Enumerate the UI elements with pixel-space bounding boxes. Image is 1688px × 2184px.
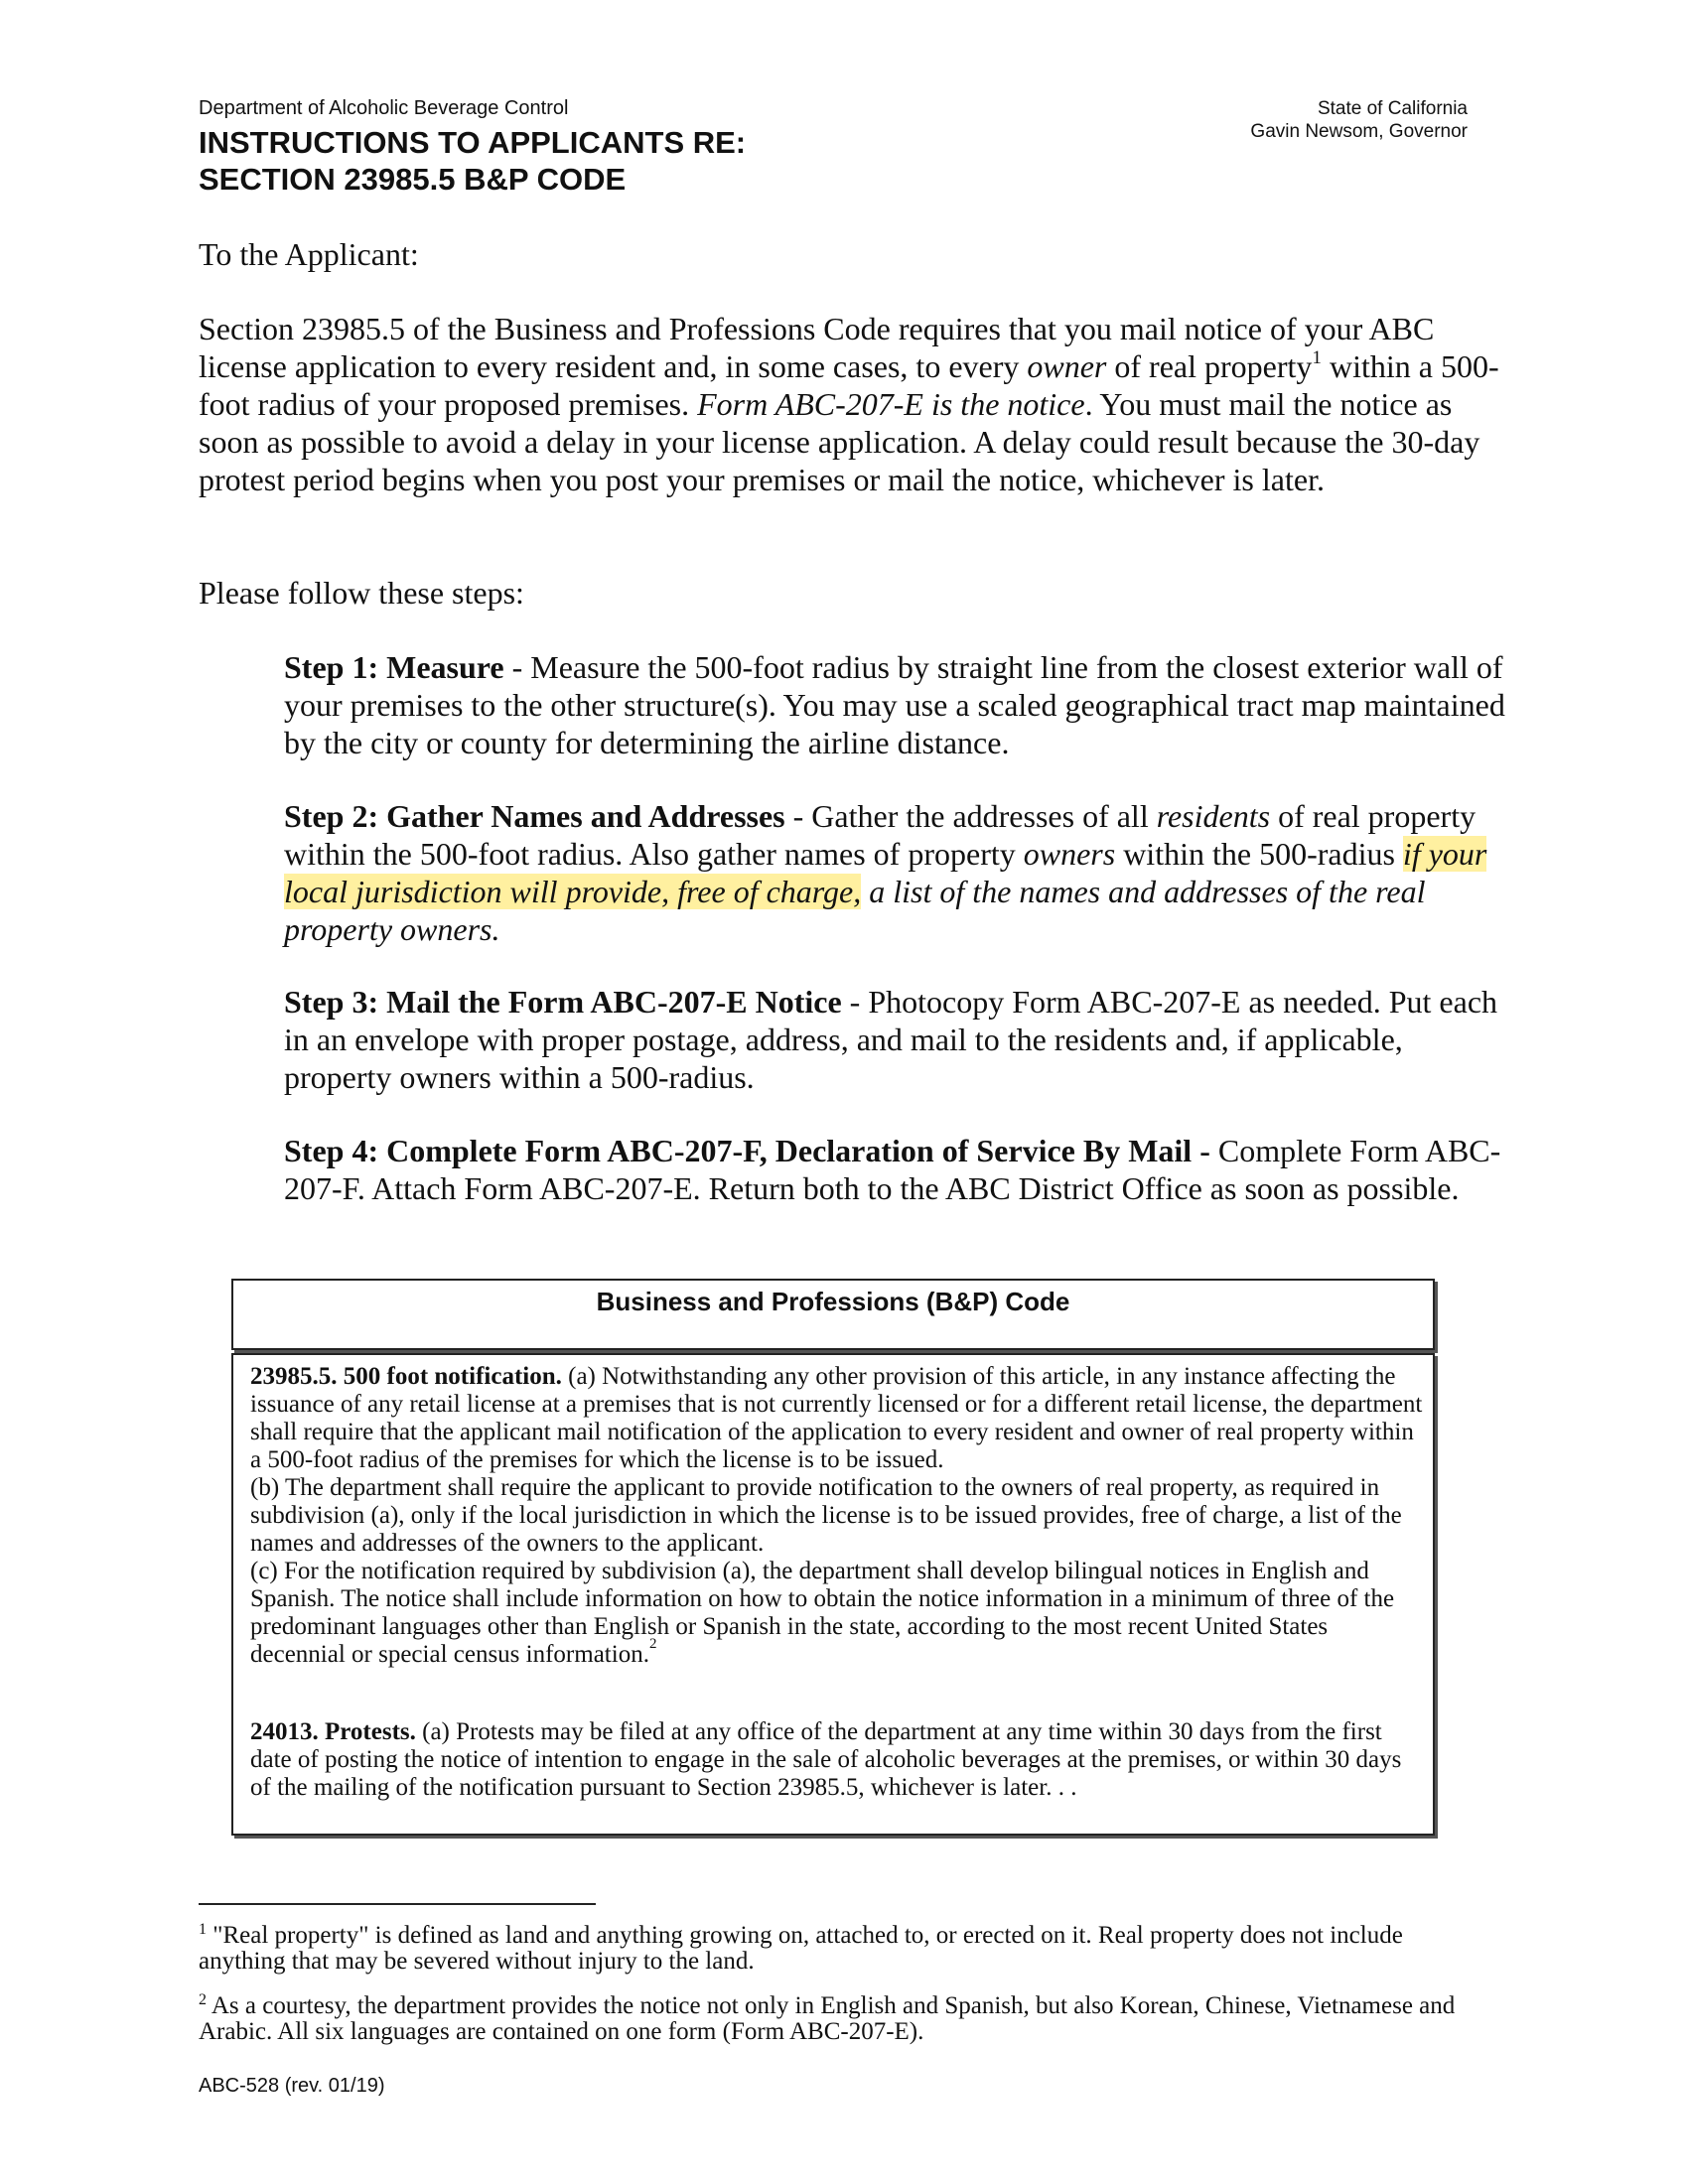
code-box-header xyxy=(231,1279,1435,1350)
step-3-text: - Photocopy Form ABC-207-E as needed. Put each in an envelope with proper postage, address, and mail to the residents and, if applicable, property owners within a 500-radius. xyxy=(284,984,1498,1095)
step-4-title: Step 4: Complete Form ABC-207-F, Declaration of Service By Mail - xyxy=(284,1133,1210,1168)
title-line-1: INSTRUCTIONS TO APPLICANTS RE: xyxy=(199,125,747,160)
state-name: State of California xyxy=(1317,98,1468,119)
step-3-title: Step 3: Mail the Form ABC-207-E Notice xyxy=(284,984,842,1020)
department-name: Department of Alcoholic Beverage Control xyxy=(199,97,569,119)
intro-paragraph xyxy=(199,310,1499,498)
step-3 xyxy=(284,983,1505,1096)
intro-form-emphasis: Form ABC-207-E is the notice xyxy=(697,386,1085,422)
intro-text: Section 23985.5 of the Business and Professions Code requires that you mail notice of your ABC license application to every resident and, in some cases, to every xyxy=(199,311,1435,384)
step-1 xyxy=(284,648,1505,761)
step-2-text: within the 500-radius xyxy=(1115,836,1403,872)
step-4-text: Complete Form ABC-207-F. Attach Form ABC-207-E. Return both to the ABC District Office as soon as possible. xyxy=(284,1133,1501,1206)
footnote-2-text: As a courtesy, the department provides the notice not only in English and Spanish, but also Korean, Chinese, Vietnamese and Arabic. All six languages are contained on one form (Form ABC-207-E). xyxy=(199,1992,1456,2045)
state-block xyxy=(1250,97,1468,143)
footnote-divider xyxy=(199,1903,596,1905)
step-1-text: - Measure the 500-foot radius by straight line from the closest exterior wall of your premises to the other structure(s). You may use a scaled geographical tract map maintained by the city or county for determining the airline distance. xyxy=(284,649,1505,760)
section-text: (c) For the notification required by subdivision (a), the department shall develop bilingual notices in English and Spanish. The notice shall include information on how to obtain the notice information in a minimum of three of the predominant languages other than English or Spanish in the state, according to the most recent United States decennial or special census information. xyxy=(250,1558,1395,1668)
section-text: (a) Notwithstanding any other provision of this article, in any instance affecting the issuance of any retail license at a premises that is not currently licensed or for a different retail license, the department shall require that the applicant mail notification of the application to every resident and owner of real property within a 500-foot radius of the premises for which the license is to be issued. xyxy=(250,1363,1423,1473)
greeting: To the Applicant: xyxy=(199,236,419,272)
step-2 xyxy=(284,797,1505,948)
footnote-1 xyxy=(199,1923,1470,1975)
code-box-heading: Business and Professions (B&P) Code xyxy=(596,1287,1070,1316)
form-id: ABC-528 (rev. 01/19) xyxy=(199,2075,385,2097)
section-text: (a) Protests may be filed at any office of the department at any time within 30 days from the first date of posting the notice of intention to engage in the sale of alcoholic beverages at the premises, or within 30 days of the mailing of the notification pursuant to Section 23985.5, whichever is later. . . xyxy=(250,1718,1402,1801)
footnote-1-text: "Real property" is defined as land and anything growing on, attached to, or erected on it. Real property does not include anything that may be severed without injury to the land. xyxy=(199,1922,1403,1975)
intro-text: of real property xyxy=(1106,348,1313,384)
footnote-1-number: 1 xyxy=(199,1921,207,1938)
title-line-2: SECTION 23985.5 B&P CODE xyxy=(199,162,627,197)
intro-text: within a 500-foot radius of your proposed premises. xyxy=(199,348,1499,422)
intro-text: . You must mail the notice as soon as possible to avoid a delay in your license application. A delay could result because the 30-day protest period begins when you post your premises or mail the notice, whichever is later. xyxy=(199,386,1480,497)
section-24013-title: 24013. Protests. xyxy=(250,1718,416,1745)
step-2-title: Step 2: Gather Names and Addresses xyxy=(284,798,785,834)
step-2-text: a list of the names and addresses of the real property owners. xyxy=(284,874,1426,947)
section-24013 xyxy=(250,1718,1427,1802)
highlighted-text: if your local jurisdiction will provide, free of charge, xyxy=(284,836,1487,909)
residents-emphasis: residents xyxy=(1156,798,1271,834)
section-23985-5-title: 23985.5. 500 foot notification. xyxy=(250,1363,562,1390)
footnote-ref-1: 1 xyxy=(1312,347,1322,368)
intro-owner-emphasis: owner xyxy=(1027,348,1107,384)
governor-name: Gavin Newsom, Governor xyxy=(1250,121,1468,142)
step-2-text: of real property within the 500-foot radius. Also gather names of property xyxy=(284,798,1477,872)
footnote-2-number: 2 xyxy=(199,1991,207,2008)
footnote-ref-2: 2 xyxy=(648,1636,657,1652)
section-23985-5 xyxy=(250,1363,1427,1669)
section-23985-5-a xyxy=(250,1363,1427,1474)
footnote-2 xyxy=(199,1993,1470,2045)
code-box-body xyxy=(231,1353,1435,1836)
step-4 xyxy=(284,1132,1505,1207)
section-23985-5-c xyxy=(250,1558,1427,1669)
document-title xyxy=(199,124,746,198)
section-23985-5-b: (b) The department shall require the applicant to provide notification to the owners of real property, as required in subdivision (a), only if the local jurisdiction in which the license is to be issued provides, free of charge, a list of the names and addresses of the owners to the applicant. xyxy=(250,1474,1402,1557)
steps-intro: Please follow these steps: xyxy=(199,575,524,611)
owners-emphasis: owners xyxy=(1023,836,1116,872)
step-1-title: Step 1: Measure xyxy=(284,649,504,685)
step-2-text: - Gather the addresses of all xyxy=(784,798,1157,834)
